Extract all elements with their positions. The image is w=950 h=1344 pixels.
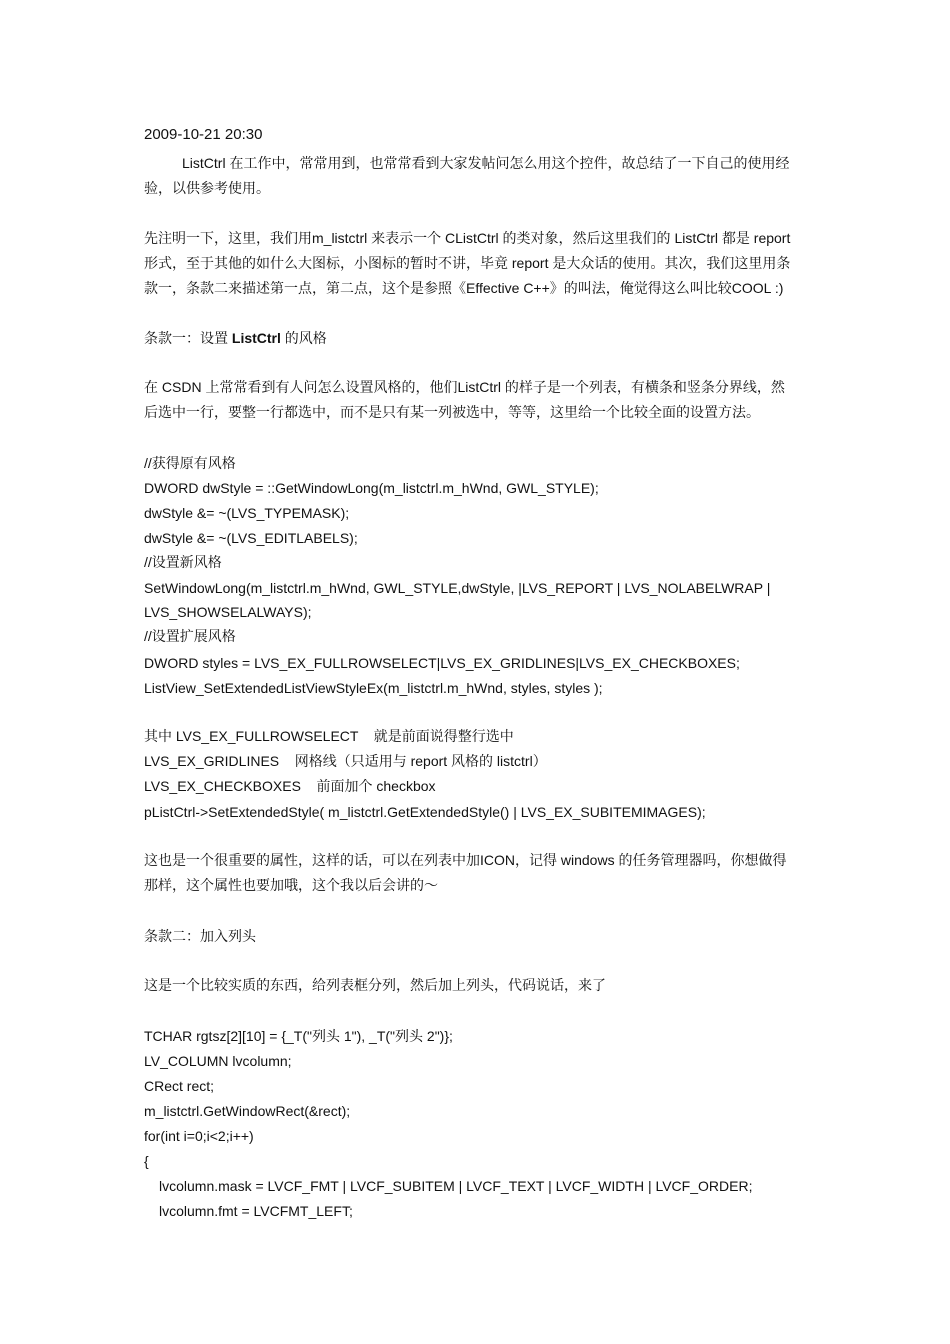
- code-line: {: [144, 1153, 149, 1169]
- clause2-desc: 这是一个比较实质的东西，给列表框分列，然后加上列头，代码说话，来了: [144, 977, 606, 993]
- icon-note-line: 这也是一个很重要的属性，这样的话，可以在列表中加ICON，记得 windows 的任务管理器吗，你想做得: [144, 852, 787, 868]
- intro-line: 验，以供参考使用。: [144, 180, 270, 196]
- code-line: lvcolumn.fmt = LVCFMT_LEFT;: [159, 1203, 353, 1219]
- code-line: //设置新风格: [144, 554, 222, 570]
- code-line: //获得原有风格: [144, 455, 236, 471]
- clause1-heading: [144, 329, 816, 347]
- explain-line: 其中 LVS_EX_FULLROWSELECT 就是前面说得整行选中: [144, 728, 514, 744]
- clause1-desc-line: 后选中一行，要整一行都选中，而不是只有某一列被选中，等等，这里给一个比较全面的设置方法。: [144, 404, 760, 420]
- code-line: lvcolumn.mask = LVCF_FMT | LVCF_SUBITEM | LVCF_TEXT | LVCF_WIDTH | LVCF_ORDER;: [159, 1178, 753, 1194]
- explain-line: LVS_EX_CHECKBOXES 前面加个 checkbox: [144, 778, 436, 794]
- intro-line: ListCtrl 在工作中，常常用到，也常常看到大家发帖问怎么用这个控件，故总结了一下自己的使用经: [182, 155, 790, 171]
- code-line: m_listctrl.GetWindowRect(&rect);: [144, 1103, 351, 1119]
- icon-note-line: 那样，这个属性也要加哦，这个我以后会讲的～: [144, 877, 438, 893]
- clause1-desc-line: 在 CSDN 上常常看到有人问怎么设置风格的，他们ListCtrl 的样子是一个列表，有横条和竖条分界线，然: [144, 379, 785, 395]
- code-line: ListView_SetExtendedListViewStyleEx(m_listctrl.m_hWnd, styles, styles );: [144, 680, 603, 696]
- code-line: dwStyle &= ~(LVS_TYPEMASK);: [144, 505, 350, 521]
- explain-line: pListCtrl->SetExtendedStyle( m_listctrl.GetExtendedStyle() | LVS_EX_SUBITEMIMAGES);: [144, 804, 706, 820]
- code-line: dwStyle &= ~(LVS_EDITLABELS);: [144, 530, 358, 546]
- note-line: 先注明一下，这里，我们用m_listctrl 来表示一个 CListCtrl 的类对象，然后这里我们的 ListCtrl 都是 report: [144, 230, 791, 246]
- explain-line: LVS_EX_GRIDLINES 网格线（只适用与 report 风格的 listctrl）: [144, 753, 547, 769]
- post-date: 2009-10-21 20:30: [144, 126, 263, 143]
- clause1-prefix: 条款一：设置: [144, 330, 232, 346]
- code-line: LVS_SHOWSELALWAYS);: [144, 604, 312, 620]
- code-line: LV_COLUMN lvcolumn;: [144, 1053, 292, 1069]
- clause2-heading: 条款二：加入列头: [144, 928, 256, 944]
- code-line: DWORD dwStyle = ::GetWindowLong(m_listctrl.m_hWnd, GWL_STYLE);: [144, 480, 599, 496]
- code-line: TCHAR rgtsz[2][10] = {_T("列头 1"), _T("列头 2")};: [144, 1028, 453, 1044]
- clause1-bold: ListCtrl: [231, 330, 281, 346]
- note-line: 款一，条款二来描述第一点，第二点，这个是参照《Effective C++》的叫法，俺觉得这么叫比较COOL :): [144, 280, 784, 296]
- code-line: SetWindowLong(m_listctrl.m_hWnd, GWL_STYLE,dwStyle, |LVS_REPORT | LVS_NOLABELWRAP |: [144, 580, 771, 596]
- clause1-suffix: 的风格: [280, 330, 327, 346]
- code-line: //设置扩展风格: [144, 628, 236, 644]
- code-line: CRect rect;: [144, 1078, 215, 1094]
- note-line: 形式，至于其他的如什么大图标，小图标的暂时不讲，毕竟 report 是大众话的使用。其次，我们这里用条: [144, 255, 791, 271]
- code-line: for(int i=0;i<2;i++): [144, 1128, 254, 1144]
- code-line: DWORD styles = LVS_EX_FULLROWSELECT|LVS_EX_GRIDLINES|LVS_EX_CHECKBOXES;: [144, 655, 740, 671]
